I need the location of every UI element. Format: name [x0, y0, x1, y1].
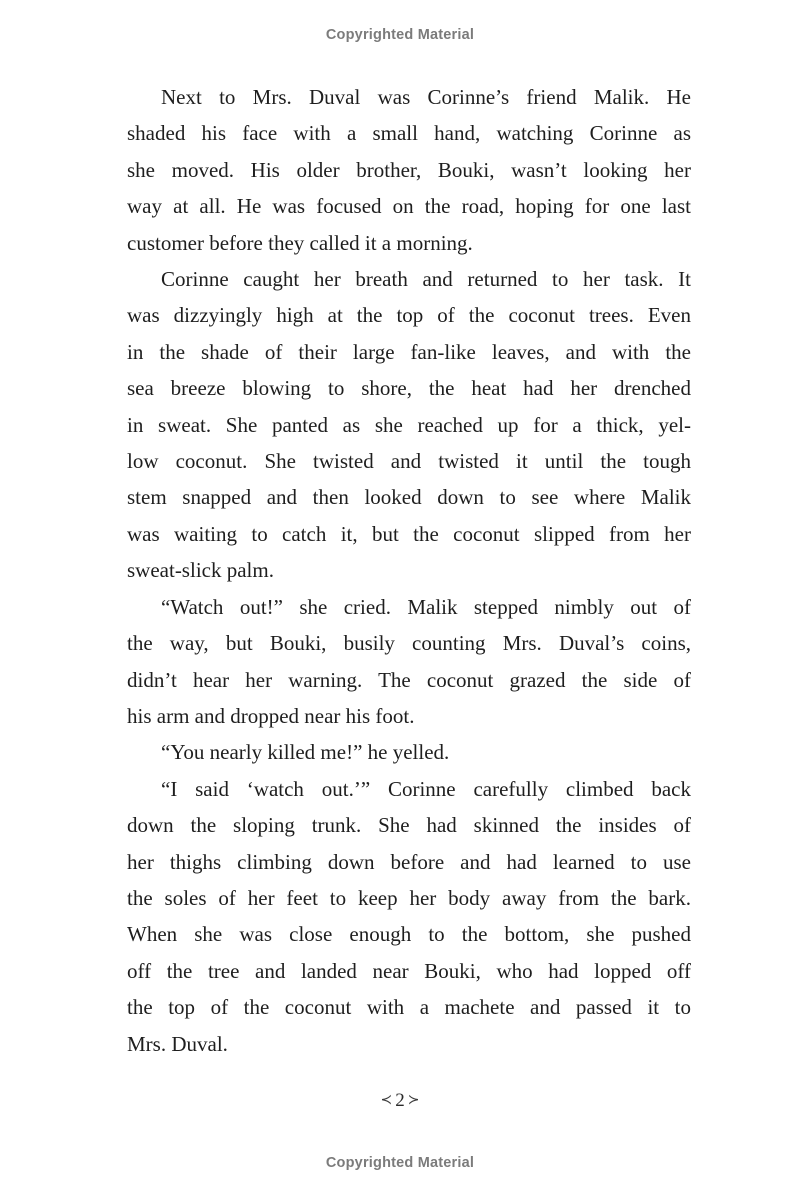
text-line: sweat-slick palm.	[127, 558, 274, 583]
text-line: the top of the coconut with a machete and passed it to	[127, 995, 691, 1020]
text-line: her thighs climbing down before and had learned to use	[127, 849, 691, 874]
text-line: Corinne caught her breath and returned to her task. It	[161, 267, 691, 292]
text-line: When she was close enough to the bottom, she pushed	[127, 922, 691, 947]
text-line: stem snapped and then looked down to see where Malik	[127, 485, 691, 510]
text-line: “I said ‘watch out.’” Corinne carefully climbed back	[161, 776, 691, 801]
text-line: Next to Mrs. Duval was Corinne’s friend Malik. He	[161, 85, 691, 109]
text-line: the soles of her feet to keep her body away from the bark.	[127, 885, 691, 910]
page-number: 2	[395, 1090, 405, 1111]
page-ornament-right: ≻	[407, 1093, 420, 1108]
text-line: off the tree and landed near Bouki, who had lopped off	[127, 958, 691, 983]
text-line: she moved. His older brother, Bouki, wasn’t looking her	[127, 157, 691, 182]
paragraph	[127, 589, 691, 735]
paragraph	[127, 771, 691, 1062]
text-line: down the sloping trunk. She had skinned the insides of	[127, 813, 691, 838]
text-line: customer before they called it a morning.	[127, 230, 473, 255]
copyright-notice-bottom: Copyrighted Material	[325, 1155, 475, 1171]
page-text	[127, 79, 691, 1062]
text-line: shaded his face with a small hand, watching Corinne as	[127, 121, 691, 146]
paragraph	[127, 79, 691, 261]
paragraph	[127, 261, 691, 589]
copyright-notice-top: Copyrighted Material	[325, 27, 475, 43]
text-line: low coconut. She twisted and twisted it until the tough	[127, 449, 691, 474]
text-line: “You nearly killed me!” he yelled.	[161, 740, 450, 765]
page-number-row	[0, 1090, 800, 1112]
text-line: was dizzyingly high at the top of the coconut trees. Even	[127, 303, 691, 328]
text-line: the way, but Bouki, busily counting Mrs. Duval’s coins,	[127, 631, 691, 656]
text-line: his arm and dropped near his foot.	[127, 703, 415, 728]
text-line: “Watch out!” she cried. Malik stepped nimbly out of	[161, 594, 691, 619]
text-line: was waiting to catch it, but the coconut slipped from her	[127, 521, 691, 546]
text-line: way at all. He was focused on the road, hoping for one last	[127, 194, 691, 219]
paragraph	[127, 734, 691, 770]
text-line: sea breeze blowing to shore, the heat had her drenched	[127, 376, 691, 401]
text-line: Mrs. Duval.	[127, 1031, 228, 1056]
text-line: in the shade of their large fan-like leaves, and with the	[127, 339, 691, 364]
text-line: didn’t hear her warning. The coconut grazed the side of	[127, 667, 691, 692]
text-line: in sweat. She panted as she reached up for a thick, yel-	[127, 412, 691, 437]
page-ornament-left: ≺	[380, 1093, 393, 1108]
